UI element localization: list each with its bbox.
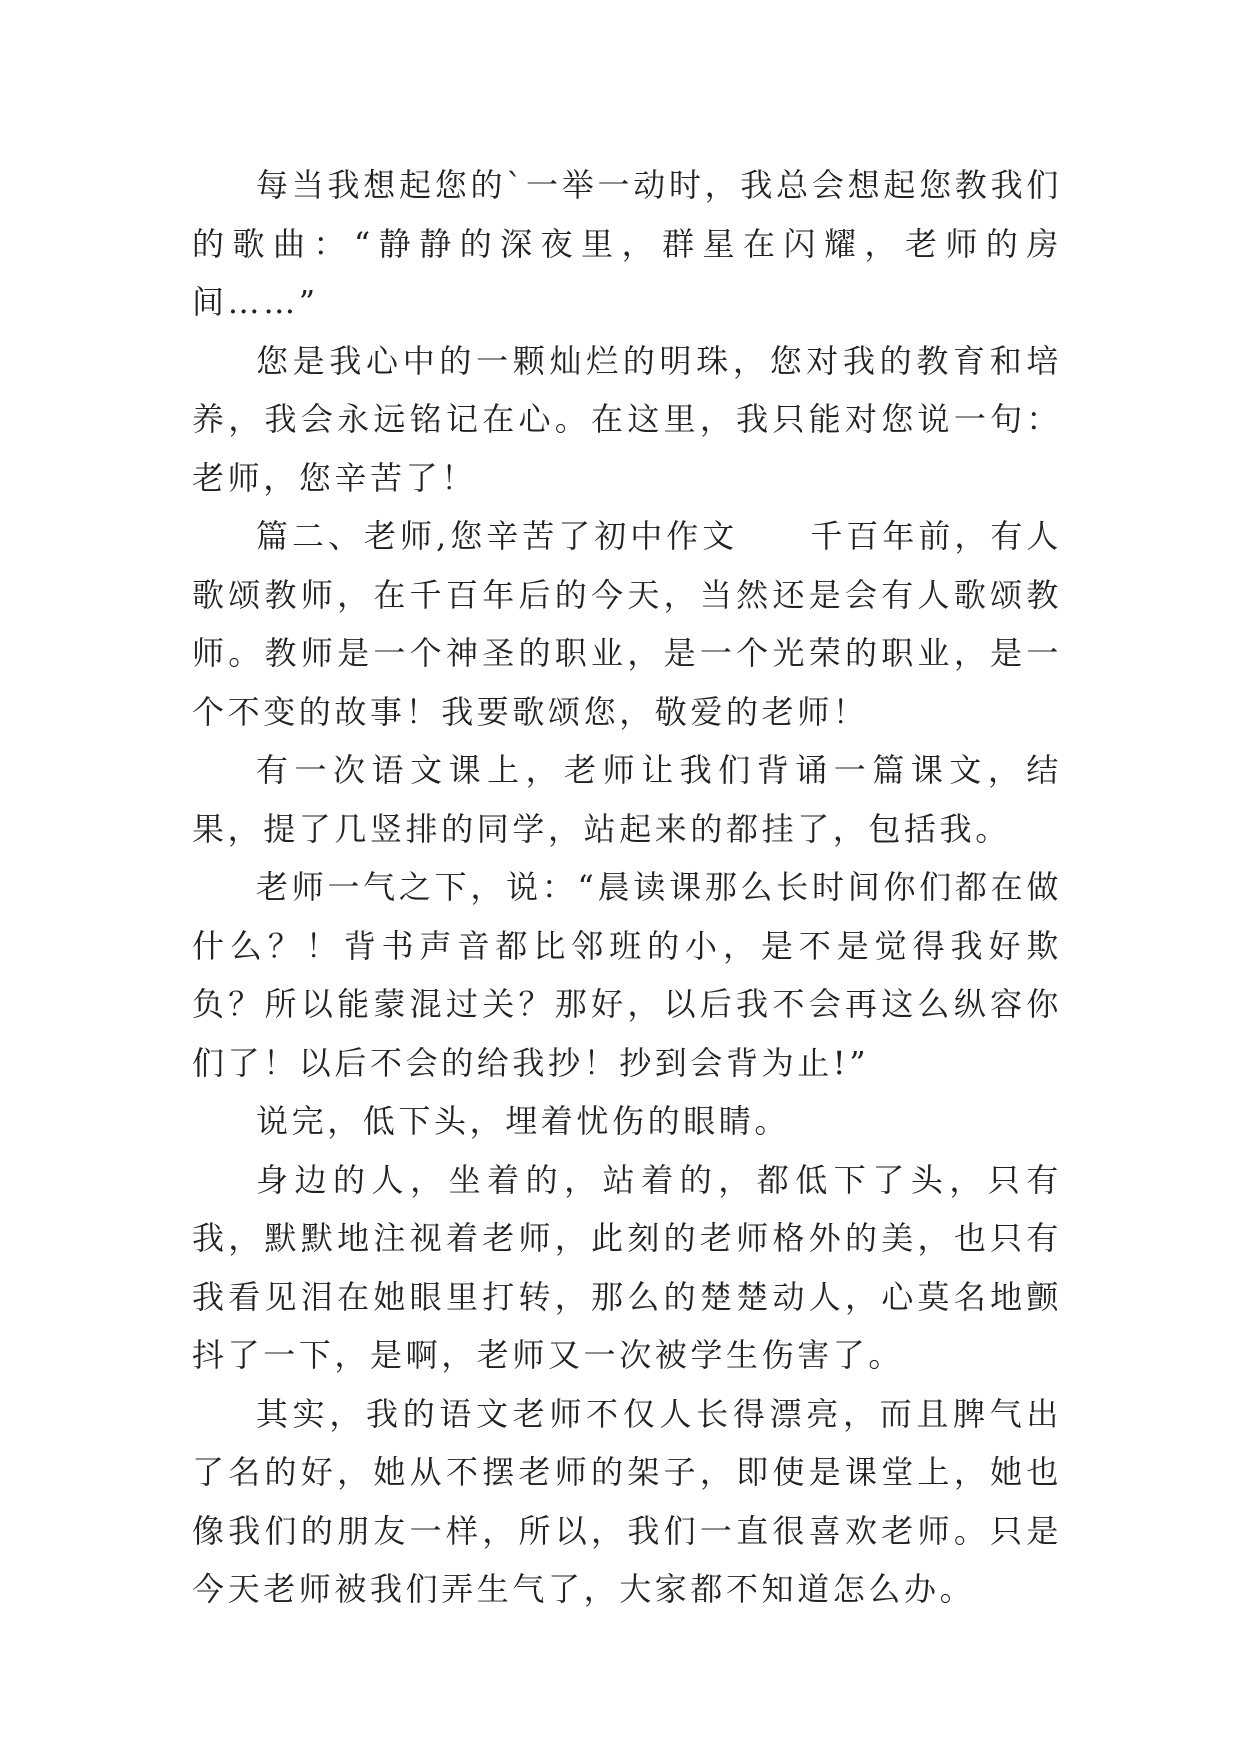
paragraph: 说完，低下头，埋着忧伤的眼睛。: [256, 1102, 791, 1140]
paragraph: 篇二、老师,您辛苦了初中作文 千百年前，有人歌颂教师，在千百年后的今天，当然还是会有人歌颂教师。教师是一个神圣的职业，是一个光荣的职业，是一个不变的故事！我要歌颂您，敬爱的老师！: [192, 517, 1062, 731]
paragraph: 身边的人，坐着的，站着的，都低下了头，只有我，默默地注视着老师，此刻的老师格外的美，也只有我看见泪在她眼里打转，那么的楚楚动人，心莫名地颤抖了一下，是啊，老师又一次被学生伤害了。: [192, 1160, 1062, 1374]
paragraph: 每当我想起您的`一举一动时，我总会想起您教我们的歌曲：“静静的深夜里，群星在闪耀，老师的房间……”: [192, 166, 1062, 321]
paragraph: 有一次语文课上，老师让我们背诵一篇课文，结果，提了几竖排的同学，站起来的都挂了，包括我。: [192, 751, 1062, 848]
paragraph: 其实，我的语文老师不仅人长得漂亮，而且脾气出了名的好，她从不摆老师的架子，即使是课堂上，她也像我们的朋友一样，所以，我们一直很喜欢老师。只是今天老师被我们弄生气了，大家都不知道怎么办。: [192, 1394, 1062, 1608]
paragraph: 老师一气之下，说：“晨读课那么长时间你们都在做什么？！背书声音都比邻班的小，是不是觉得我好欺负？所以能蒙混过关？那好，以后我不会再这么纵容你们了！以后不会的给我抄！抄到会背为止!”: [192, 868, 1062, 1082]
paragraph: 您是我心中的一颗灿烂的明珠，您对我的教育和培养，我会永远铭记在心。在这里，我只能对您说一句：老师，您辛苦了！: [192, 341, 1062, 497]
document-body: [192, 156, 1062, 1619]
